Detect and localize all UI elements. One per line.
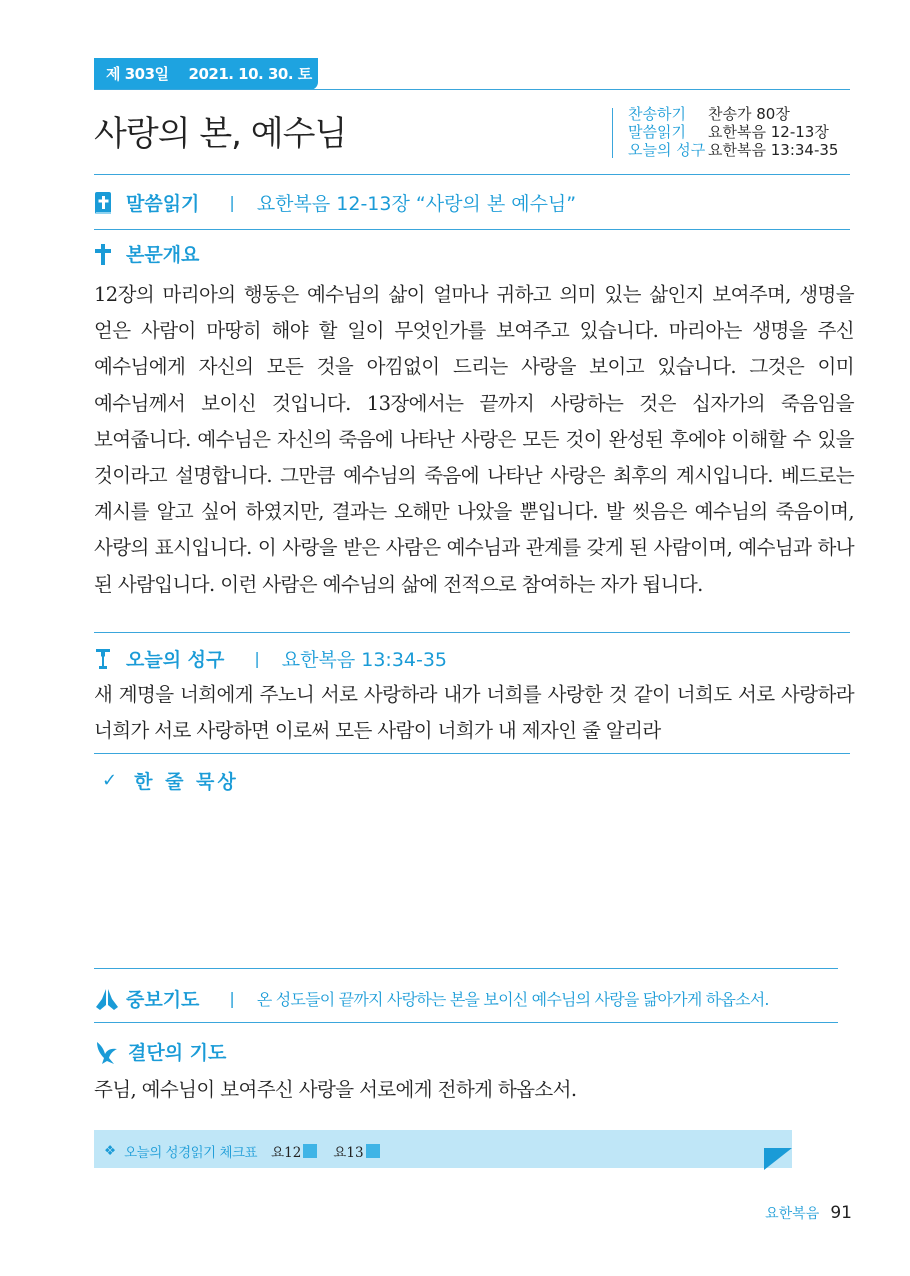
diamond-bullet-icon: ❖	[104, 1143, 117, 1159]
meditation-section-heading	[102, 767, 239, 794]
verse-section-heading	[94, 645, 447, 672]
page-number: 91	[830, 1203, 852, 1223]
header-top-rule	[94, 89, 850, 90]
verse-separator: |	[254, 649, 260, 668]
reading-heading: 말씀읽기	[126, 193, 200, 215]
resolution-text: 주님, 예수님이 보여주신 사랑을 서로에게 전하게 하옵소서.	[94, 1078, 577, 1101]
meta-value: 요한복음 12-13장	[708, 123, 829, 141]
summary-rule	[94, 632, 850, 633]
bible-icon	[94, 191, 116, 215]
intercession-top-rule	[94, 968, 838, 969]
reading-rule	[94, 229, 850, 230]
verse-heading: 오늘의 성구	[126, 649, 225, 671]
reading-section-heading	[94, 189, 576, 216]
intercession-bottom-rule	[94, 1022, 838, 1023]
meditation-writing-area[interactable]	[94, 800, 850, 960]
checklist-label: 오늘의 성경읽기 체크표	[124, 1145, 258, 1161]
resolution-heading: 결단의 기도	[128, 1042, 227, 1064]
summary-heading: 본문개요	[126, 244, 200, 266]
verse-text: 새 계명을 너희에게 주노니 서로 사랑하라 내가 너희를 사랑한 것 같이 너희도 서로 사랑하라 너희가 서로 사랑하면 이로써 모든 사람이 너희가 내 제자인 줄 알리라	[94, 683, 854, 743]
checklist-item-label: 요12	[271, 1145, 302, 1161]
verse-rule	[94, 753, 850, 754]
summary-section-heading	[94, 240, 199, 267]
reading-checklist	[104, 1141, 396, 1161]
intercession-separator: |	[229, 989, 235, 1008]
meta-key: 찬송하기	[628, 105, 686, 123]
meta-key: 말씀읽기	[628, 123, 686, 141]
day-date: 2021. 10. 30. 토	[188, 65, 312, 83]
meta-row-reading	[628, 123, 838, 141]
meta-divider	[612, 108, 613, 158]
intercession-text: 온 성도들이 끝까지 사랑하는 본을 보이신 예수님의 사랑을 닮아가게 하옵소서.	[256, 990, 769, 1009]
day-badge	[94, 58, 318, 90]
chalice-icon	[94, 647, 116, 671]
reading-subtitle: 요한복음 12-13장 “사랑의 본 예수님”	[256, 193, 577, 215]
intercession-heading: 중보기도	[126, 989, 200, 1011]
checklist-item-label: 요13	[333, 1145, 364, 1161]
cross-icon	[94, 242, 116, 266]
page-title: 사랑의 본, 예수님	[94, 114, 347, 154]
resolution-section-heading	[94, 1038, 226, 1065]
page-footer	[765, 1203, 852, 1223]
meta-value: 찬송가 80장	[708, 105, 790, 123]
dove-icon	[94, 1040, 120, 1064]
checklist-checkbox[interactable]	[303, 1144, 317, 1158]
praying-hands-icon	[94, 987, 120, 1011]
meta-key: 오늘의 성구	[628, 141, 706, 159]
meditation-heading: 한 줄 묵상	[134, 771, 239, 793]
page-corner-fold	[764, 1148, 792, 1170]
footer-book: 요한복음	[765, 1206, 820, 1222]
check-icon: ✓	[102, 770, 121, 791]
intercession-section-heading	[94, 985, 769, 1012]
summary-text: 12장의 마리아의 행동은 예수님의 삶이 얼마나 귀하고 의미 있는 삶인지 보여주며, 생명을 얻은 사람이 마땅히 해야 할 일이 무엇인가를 보여주고 있습니다. 마리아는 생명을 주신 예수님에게 자신의 모든 것을 아낌없이 드리는 사랑을 보이고 있습니다. 그것은 이미 예수님께서 보이신 것입니다. 13장에서는 끝까지 사랑하는 것은 십자가의 죽음임을 보여줍니다. 예수님은 자신의 죽음에 나타난 사랑은 모든 것이 완성된 후에야 이해할 수 있을 것이라고 설명합니다. 그만큼 예수님의 죽음에 나타난 사랑은 최후의 계시입니다. 베드로는 계시를 알고 싶어 하였지만, 결과는 오해만 나았을 뿐입니다. 발 씻음은 예수님의 죽음이며, 사랑의 표시입니다. 이 사랑을 받은 사람은 예수님과 관계를 갖게 된 사람이며, 예수님과 하나 된 사람입니다. 이런 사람은 예수님의 삶에 전적으로 참여하는 자가 됩니다.	[94, 283, 854, 596]
day-number: 제 303일	[106, 65, 169, 83]
checklist-checkbox[interactable]	[366, 1144, 380, 1158]
meta-row-verse	[628, 141, 838, 159]
meta-value: 요한복음 13:34-35	[708, 141, 839, 159]
meta-row-hymn	[628, 105, 838, 123]
header-bottom-rule	[94, 174, 850, 175]
meta-info	[628, 105, 838, 159]
verse-subtitle: 요한복음 13:34-35	[281, 649, 448, 671]
reading-separator: |	[229, 193, 235, 212]
